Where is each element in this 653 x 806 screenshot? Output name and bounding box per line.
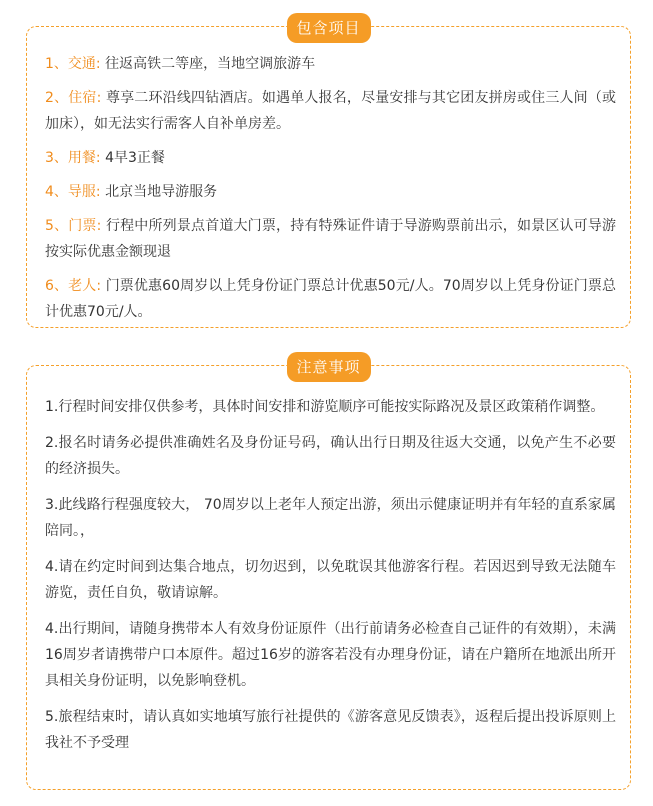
- included-item-label: 4、导服:: [45, 184, 101, 200]
- included-item-label: 1、交通:: [45, 56, 101, 72]
- note-item: 4.请在约定时间到达集合地点，切勿迟到，以免耽误其他游客行程。若因迟到导致无法随车游览，责任自负，敬请谅解。: [45, 559, 616, 601]
- included-item-seniors: [45, 273, 616, 325]
- note-item: 3.此线路行程强度较大， 70周岁以上老年人预定出游，须出示健康证明并有年轻的直系家属陪同。，: [45, 497, 616, 539]
- note-item: 4.出行期间，请随身携带本人有效身份证原件（出行前请务必检查自己证件的有效期），未满16周岁者请携带户口本原件。超过16岁的游客若没有办理身份证，请在户籍所在地派出所开具相关身份证明，以免影响登机。: [45, 621, 616, 689]
- included-item-label: 5、门票:: [45, 218, 102, 234]
- included-item-text: 北京当地导游服务: [105, 184, 218, 200]
- included-items-list: [45, 51, 616, 333]
- included-item-text: 门票优惠60周岁以上凭身份证门票总计优惠50元/人。70周岁以上凭身份证门票总计优惠70元/人。: [45, 278, 617, 320]
- included-item-label: 6、老人:: [45, 278, 102, 294]
- included-item-accommodation: [45, 85, 616, 137]
- included-item-transport: [45, 51, 616, 77]
- notes-list: [45, 394, 616, 766]
- notes-panel: [26, 358, 631, 790]
- included-item-label: 2、住宿:: [45, 90, 102, 106]
- included-items-title: 包含项目: [287, 13, 371, 43]
- included-items-panel: [26, 19, 631, 328]
- included-item-text: 行程中所列景点首道大门票，持有特殊证件请于导游购票前出示，如景区认可导游按实际优惠金额现退: [45, 218, 617, 260]
- included-item-text: 往返高铁二等座，当地空调旅游车: [105, 56, 316, 72]
- included-item-text: 4早3正餐: [105, 150, 165, 166]
- included-item-meals: [45, 145, 616, 171]
- included-item-guide: [45, 179, 616, 205]
- note-item: 5.旅程结束时，请认真如实地填写旅行社提供的《游客意见反馈表》，返程后提出投诉原则上我社不予受理: [45, 709, 616, 751]
- included-item-text: 尊享二环沿线四钻酒店。如遇单人报名，尽量安排与其它团友拼房或住三人间（或加床），如无法实行需客人自补单房差。: [45, 90, 617, 132]
- included-item-label: 3、用餐:: [45, 150, 101, 166]
- included-item-tickets: [45, 213, 616, 265]
- notes-title: 注意事项: [287, 352, 371, 382]
- note-item: 1.行程时间安排仅供参考，具体时间安排和游览顺序可能按实际路况及景区政策稍作调整。: [45, 399, 605, 415]
- note-item: 2.报名时请务必提供准确姓名及身份证号码，确认出行日期及往返大交通，以免产生不必要的经济损失。: [45, 435, 616, 477]
